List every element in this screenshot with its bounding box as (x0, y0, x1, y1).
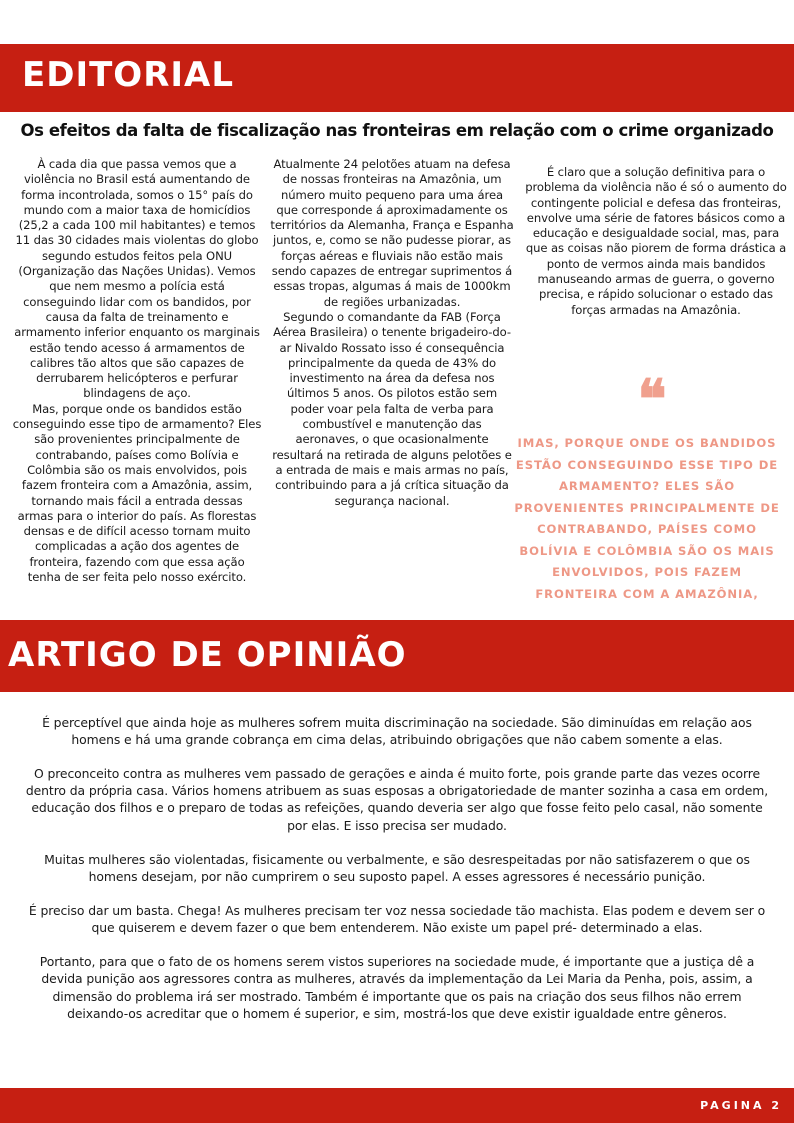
pull-quote: IMAS, PORQUE ONDE OS BANDIDOS ESTÃO CONSEGUINDO ESSE TIPO DE ARMAMENTO? ELES SÃO PROVENIENTES PRINCIPALMENTE DE CONTRABANDO, PAÍSES COMO BOLÍVIA E COLÔMBIA SÃO OS MAIS ENVOLVIDOS, POIS FAZEM FRONTEIRA COM A AMAZÔNIA, (514, 436, 780, 601)
opinion-paragraph: É preciso dar um basta. Chega! As mulheres precisam ter voz nessa sociedade tão machista. Elas podem e devem ser o que quiserem e devem fazer o que bem entenderem. Não existe um papel pré- determinado a elas. (28, 903, 766, 936)
opinion-article (22, 714, 772, 1039)
column-paragraph: Atualmente 24 pelotões atuam na defesa de nossas fronteiras na Amazônia, um número muito pequeno para uma área que corresponde á aproximadamente os territórios da Alemanha, França e Espanha juntos, e, como se não pudesse piorar, as forças aéreas e fluviais não estão mais sendo capazes de entregar suprimentos á essas tropas, algumas á mais de 1000km de regiões urbanizadas. (270, 157, 514, 309)
column-paragraph: À cada dia que passa vemos que a violência no Brasil está aumentando de forma incontrolada, somos o 15° país do mundo com a maior taxa de homicídios (25,2 a cada 100 mil habitantes) e temos 11 das 30 cidades mais violentas do globo segundo estudos feitos pela ONU (Organização das Nações Unidas). Vemos que nem mesmo a polícia está conseguindo lidar com os bandidos, por causa da falta de treinamento e armamento inferior enquanto os marginais estão tendo acesso á armamentos de calibres tão altos que são capazes de derrubarem helicópteros e perfurar blindagens de aço. (14, 157, 260, 401)
column-paragraph: Segundo o comandante da FAB (Força Aérea Brasileira) o tenente brigadeiro-do-ar Nivaldo Rossato isso é consequência principalmente da queda de 43% do investimento na área da defesa nos últimos 5 anos. Os pilotos estão sem poder voar pela falta de verba para combustível e manutenção das aeronaves, o que ocasionalmente resultará na retirada de alguns pelotões e a entrada de mais e mais armas no país, contribuindo para a já crítica situação da segurança nacional. (272, 309, 512, 508)
editorial-headline: Os efeitos da falta de fiscalização nas fronteiras em relação com o crime organizado (20, 121, 774, 140)
opinion-title: ARTIGO DE OPINIÃO (8, 635, 407, 675)
editorial-banner (0, 44, 794, 112)
column-paragraph: Mas, porque onde os bandidos estão conseguindo esse tipo de armamento? Eles são provenientes principalmente de contrabando, países como Bolívia e Colômbia são os mais envolvidos, pois fazem fronteira com a Amazônia, assim, tornando mais fácil a entrada dessas armas para o interior do país. As florestas densas e de difícil acesso tornam muito complicadas a ação dos agentes de fronteira, fazendo com que essa ação tenha de ser feita pelo nosso exército. (12, 401, 262, 585)
editorial-column-2 (270, 157, 514, 509)
opinion-paragraph: Muitas mulheres são violentadas, fisicamente ou verbalmente, e são desrespeitadas por não satisfazerem o que os homens desejam, por não cumprirem o seu suposto papel. A esses agressores é necessário punição. (44, 851, 750, 884)
footer-bar (0, 1088, 794, 1123)
quote-icon: ❝ (637, 367, 667, 431)
opinion-paragraph: É perceptível que ainda hoje as mulheres sofrem muita discriminação na sociedade. São diminuídas em relação aos homens e há uma grande cobrança em cima delas, atribuindo obrigações que não cabem somente a elas. (42, 715, 752, 748)
editorial-column-3 (522, 165, 790, 318)
editorial-title: EDITORIAL (22, 55, 235, 95)
column-paragraph: É claro que a solução definitiva para o problema da violência não é só o aumento do contingente policial e defesa das fronteiras, envolve uma série de fatores básicos como a educação e desigualdade social, mas, para que as coisas não piorem de forma drástica a ponto de vermos ainda mais bandidos manuseando armas de guerra, o governo precisa, e rápido solucionar o estado das forças armadas na Amazônia. (525, 165, 787, 317)
page-number: PAGINA 2 (700, 1099, 782, 1112)
opinion-paragraph: O preconceito contra as mulheres vem passado de gerações e ainda é muito forte, pois grande parte das vezes ocorre dentro da própria casa. Vários homens atribuem as suas esposas a obrigatoriedade de manter sozinha a casa em ordem, educação dos filhos e o preparo de todas as refeições, quando deveria ser algo que fosse feito pelo casal, não somente por elas. E isso precisa ser mudado. (25, 766, 769, 833)
editorial-column-1 (12, 157, 262, 585)
opinion-banner (0, 620, 794, 692)
opinion-paragraph: Portanto, para que o fato de os homens serem vistos superiores na sociedade mude, é importante que a justiça dê a devida punição aos agressores contra as mulheres, através da implementação da Lei Maria da Penha, pois, assim, a dimensão do problema irá ser mostrado. Também é importante que os pais na criação dos seus filhos não errem deixando-os acreditar que o homem é superior, e sim, mostrá-los que deve existir igualdade entre gêneros. (39, 954, 755, 1021)
